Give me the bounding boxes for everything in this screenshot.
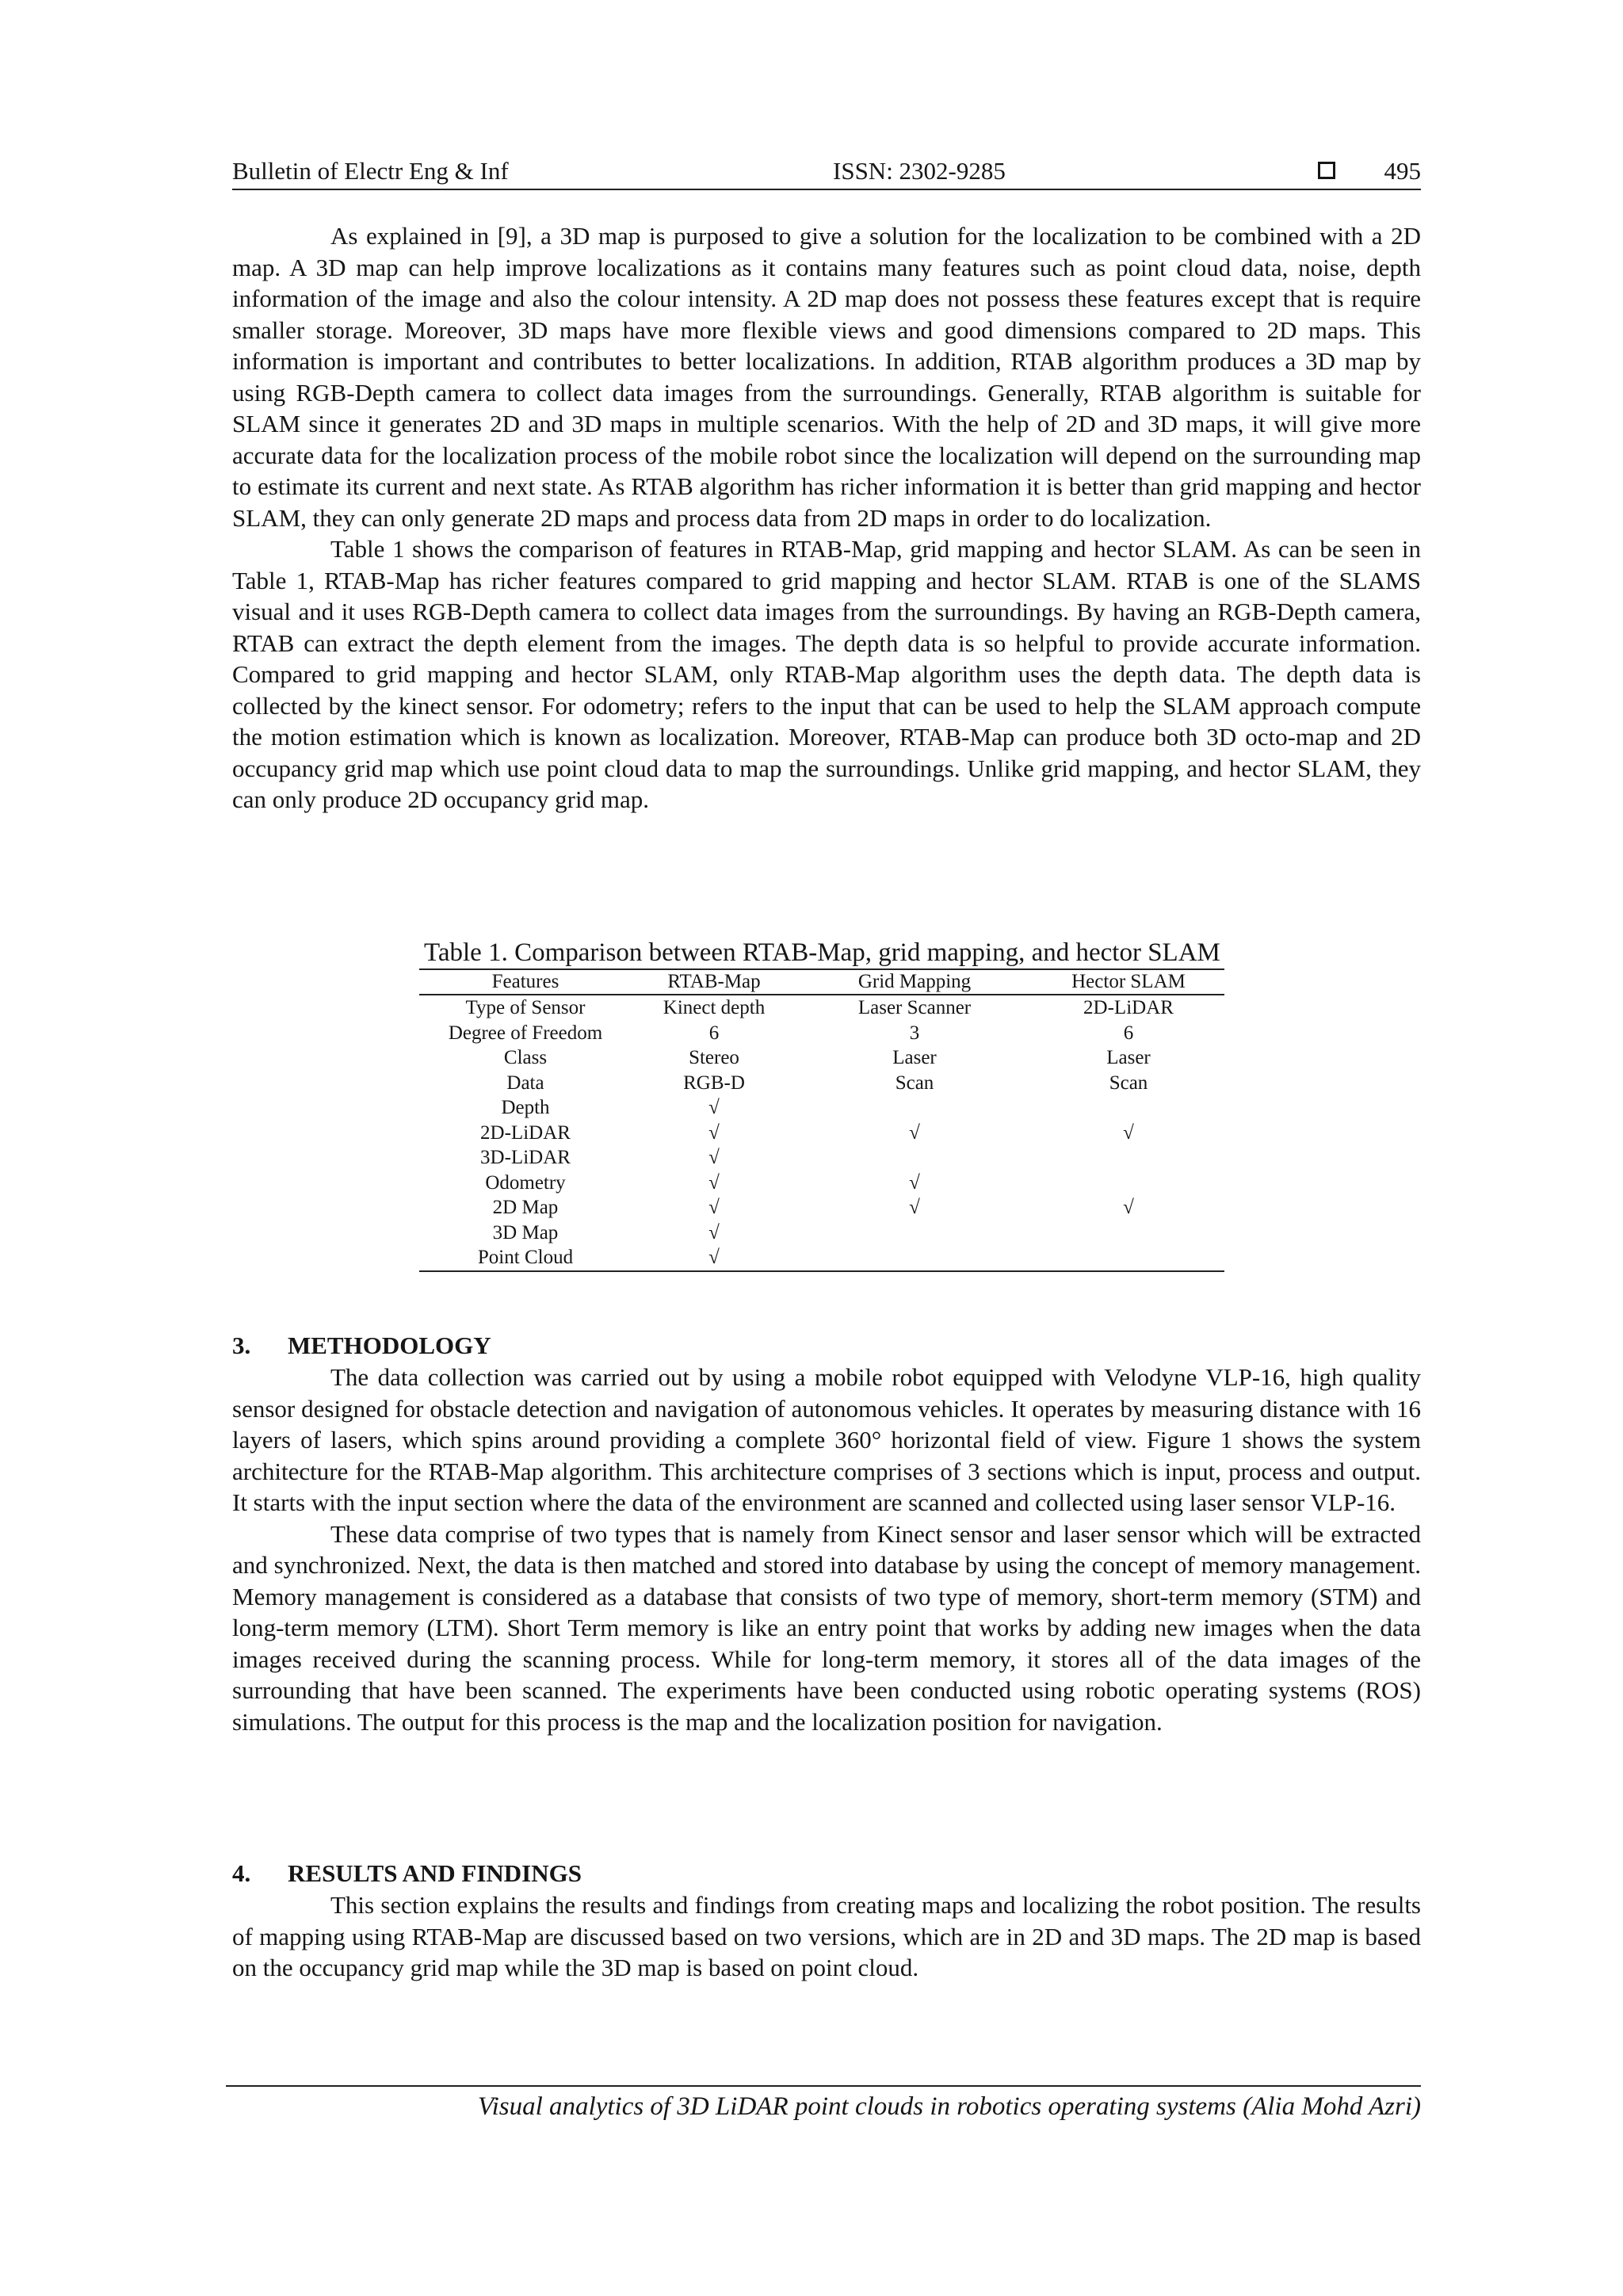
- table-cell: √: [708, 1147, 720, 1169]
- table-cell: Scan: [895, 1072, 934, 1094]
- results-text: [232, 1889, 1421, 1984]
- table-cell: √: [708, 1171, 720, 1194]
- table-cell: Data: [506, 1072, 544, 1094]
- table-cell: √: [909, 1197, 920, 1219]
- table-cell: Laser: [1106, 1047, 1151, 1069]
- section-title: METHODOLOGY: [288, 1331, 491, 1359]
- table-cell: Class: [503, 1047, 548, 1069]
- table-cell: √: [708, 1097, 720, 1119]
- table-cell: √: [909, 1121, 920, 1144]
- table-row: [419, 1245, 1224, 1271]
- table-cell: [796, 1221, 1033, 1246]
- table-cell: √: [632, 1245, 796, 1271]
- table-cell: Kinect depth: [663, 997, 766, 1019]
- table-cell: Degree of Freedom: [448, 1022, 603, 1044]
- table-cell: √: [1123, 1121, 1134, 1144]
- table-cell: 3D Map: [492, 1221, 559, 1244]
- column-header: Grid Mapping: [796, 969, 1033, 995]
- comparison-table: [419, 968, 1224, 1272]
- header-rule: [232, 189, 1421, 190]
- table-cell: 2D-LiDAR: [480, 1121, 571, 1144]
- table-cell: Type of Sensor: [465, 997, 586, 1019]
- page-number: 495: [1384, 157, 1421, 185]
- table-cell: √: [708, 1121, 720, 1144]
- table-cell: [796, 1245, 1033, 1271]
- section-heading: [232, 1859, 582, 1888]
- table-caption: Table 1. Comparison between RTAB-Map, grid mapping, and hector SLAM: [424, 938, 1220, 967]
- table-row: [419, 1021, 1224, 1046]
- table-cell: [1033, 1245, 1224, 1271]
- column-header: Features: [419, 969, 632, 995]
- table-cell: 2D Map: [492, 1197, 559, 1219]
- table-cell: Stereo: [689, 1047, 739, 1069]
- table-cell: Laser: [892, 1047, 937, 1069]
- paragraph: Table 1 shows the comparison of features in RTAB-Map, grid mapping and hector SLAM. As can be seen in Table 1, RTAB-Map has richer features compared to grid mapping and hector SLAM. RTAB is one of the SLAMS visual and it uses RGB-Depth camera to collect data images from the surroundings. By having an RGB-Depth camera, RTAB can extract the depth element from the images. The depth data is so helpful to provide accurate information. Compared to grid mapping and hector SLAM, only RTAB-Map algorithm uses the depth data. The depth data is collected by the kinect sensor. For odometry; refers to the input that can be used to help the SLAM approach compute the motion estimation which is known as localization. Moreover, RTAB-Map can produce both 3D octo-map and 2D occupancy grid map which use point cloud data to map the surroundings. Unlike grid mapping, and hector SLAM, they can only produce 2D occupancy grid map.: [232, 535, 1421, 813]
- table-cell: [796, 1145, 1033, 1171]
- table-row: [419, 1145, 1224, 1171]
- footer-citation: Visual analytics of 3D LiDAR point clouds in robotics operating systems (Alia Mohd Azri): [477, 2092, 1421, 2121]
- table-cell: √: [1123, 1197, 1134, 1219]
- table-cell: √: [708, 1221, 720, 1244]
- table-cell: [1033, 1095, 1224, 1121]
- table-row: [419, 1045, 1224, 1071]
- table-cell: RGB-D: [683, 1072, 745, 1094]
- methodology-text: [232, 1362, 1421, 1737]
- table-row: [419, 1071, 1224, 1096]
- table-cell: [1033, 1171, 1224, 1196]
- section-heading: [232, 1331, 491, 1360]
- paragraph: As explained in [9], a 3D map is purposed to give a solution for the localization to be combined with a 2D map. A 3D map can help improve localizations as it contains many features such as point cloud data, noise, depth information of the image and also the colour intensity. A 2D map does not possess these features except that is require smaller storage. Moreover, 3D maps have more flexible views and good dimensions compared to 2D maps. This information is important and contributes to better localizations. In addition, RTAB algorithm produces a 3D map by using RGB-Depth camera to collect data images from the surroundings. Generally, RTAB algorithm is suitable for SLAM since it generates 2D and 3D maps in multiple scenarios. With the help of 2D and 3D maps, it will give more accurate data for the localization process of the mobile robot since the localization will depend on the surrounding map to estimate its current and next state. As RTAB algorithm has richer information it is better than grid mapping and hector SLAM, they can only generate 2D maps and process data from 2D maps in order to do localization.: [232, 222, 1421, 532]
- journal-name: Bulletin of Electr Eng & Inf: [232, 157, 509, 185]
- table-cell: Odometry: [485, 1171, 566, 1194]
- table-row: [419, 1095, 1224, 1121]
- table-row: [419, 1221, 1224, 1246]
- box-icon: [1318, 162, 1335, 179]
- column-header: Hector SLAM: [1033, 969, 1224, 995]
- paragraph: The data collection was carried out by using a mobile robot equipped with Velodyne VLP-16, high quality sensor designed for obstacle detection and navigation of autonomous vehicles. It operates by measuring distance with 16 layers of lasers, which spins around providing a complete 360° horizontal field of view. Figure 1 shows the system architecture for the RTAB-Map algorithm. This architecture comprises of 3 sections which is input, process and output. It starts with the input section where the data of the environment are scanned and collected using laser sensor VLP-16.: [232, 1363, 1421, 1516]
- table-cell: √: [708, 1197, 720, 1219]
- paragraph: These data comprise of two types that is namely from Kinect sensor and laser sensor which will be extracted and synchronized. Next, the data is then matched and stored into database by using the concept of memory management. Memory management is considered as a database that consists of two type of memory, short-term memory (STM) and long-term memory (LTM). Short Term memory is like an entry point that works by adding new images when the data images received during the scanning process. While for long-term memory, it stores all of the data images of the surrounding that have been scanned. The experiments have been conducted using robotic operating systems (ROS) simulations. The output for this process is the map and the localization position for navigation.: [232, 1519, 1421, 1736]
- section-title: RESULTS AND FINDINGS: [288, 1859, 582, 1887]
- table-cell: √: [909, 1171, 920, 1194]
- table-cell: 6: [1123, 1022, 1134, 1044]
- column-header: RTAB-Map: [632, 969, 796, 995]
- issn: ISSN: 2302-9285: [833, 157, 1006, 185]
- table-row: [419, 1171, 1224, 1196]
- table-cell: Laser Scanner: [857, 997, 972, 1019]
- section-number: 3.: [232, 1331, 251, 1359]
- table-header-row: [419, 969, 1224, 995]
- table-cell: Point Cloud: [419, 1245, 632, 1271]
- table-cell: [1033, 1221, 1224, 1246]
- table-row: [419, 995, 1224, 1021]
- paragraph: This section explains the results and findings from creating maps and localizing the robot position. The results of mapping using RTAB-Map are discussed based on two versions, which are in 2D and 3D maps. The 2D map is based on the occupancy grid map while the 3D map is based on point cloud.: [232, 1891, 1421, 1981]
- table-cell: 3D-LiDAR: [480, 1147, 571, 1169]
- table-cell: [796, 1095, 1033, 1121]
- table-row: [419, 1121, 1224, 1146]
- footer-rule: [226, 2085, 1421, 2087]
- table-cell: 6: [708, 1022, 720, 1044]
- table-row: [419, 1195, 1224, 1221]
- table-cell: Scan: [1109, 1072, 1148, 1094]
- table-cell: Depth: [501, 1097, 550, 1119]
- running-header: [232, 157, 1421, 192]
- table-cell: 2D-LiDAR: [1083, 997, 1174, 1019]
- table-cell: [1033, 1145, 1224, 1171]
- table-cell: 3: [909, 1022, 920, 1044]
- section-number: 4.: [232, 1859, 251, 1887]
- intro-text: [232, 220, 1421, 816]
